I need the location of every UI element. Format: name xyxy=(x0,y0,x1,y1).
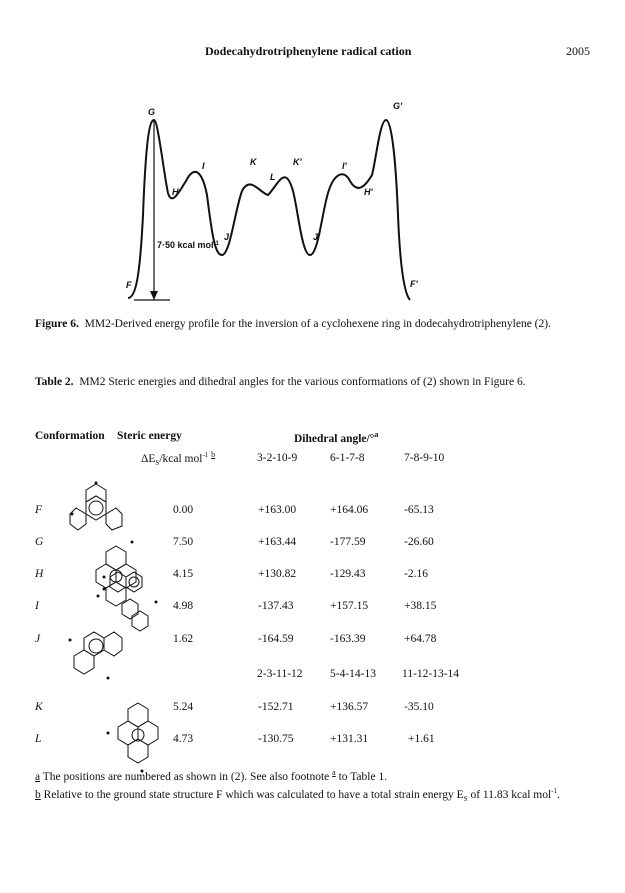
row-angle: +38.15 xyxy=(404,600,437,612)
row-angle: +163.00 xyxy=(258,504,297,516)
angle-header-1a: 3-2-10-9 xyxy=(257,452,298,464)
angle-header-2c: 11-12-13-14 xyxy=(402,668,460,680)
row-angle: -35.10 xyxy=(404,701,434,713)
label-F: F xyxy=(126,280,132,290)
row-energy: 1.62 xyxy=(173,633,194,645)
label-I-prime: I' xyxy=(342,161,347,171)
running-title: Dodecahydrotriphenylene radical cation xyxy=(205,44,412,58)
col-header-dihedral: Dihedral angle/°$^a$ xyxy=(294,430,379,445)
row-conf: F xyxy=(35,504,43,516)
table-caption-text: MM2 Steric energies and dihedral angles for the various conformations of (2) shown in Figure 6. xyxy=(79,376,526,388)
row-angle: -129.43 xyxy=(330,568,366,580)
col-header-conformation: Conformation xyxy=(35,430,105,442)
label-G: G xyxy=(148,107,156,117)
row-angle: +164.06 xyxy=(330,504,369,516)
footnote-a-text: The positions are numbered as shown in (2). See also footnote xyxy=(42,770,330,783)
angle-header-2a: 2-3-11-12 xyxy=(257,668,303,680)
angle-header-2b: 5-4-14-13 xyxy=(330,668,376,680)
row-energy: 4.73 xyxy=(173,733,194,745)
row-conf: K xyxy=(35,701,43,713)
row-energy: 7.50 xyxy=(173,536,194,548)
label-G-prime: G' xyxy=(393,101,403,111)
row-angle: -137.43 xyxy=(258,600,294,612)
row-angle: -65.13 xyxy=(404,504,434,516)
energy-label: 7·50 kcal mol$^{-1}$ xyxy=(157,240,219,250)
molecule-structure-J xyxy=(60,620,130,682)
label-J: J xyxy=(224,232,230,242)
footnote-b-text: Relative to the ground state structure F which was calculated to have a total strain energy E xyxy=(43,788,464,801)
row-conf: I xyxy=(35,600,39,612)
row-angle: -164.59 xyxy=(258,633,294,645)
footnote-b: b Relative to the ground state structure F which was calculated to have a total strain energy $E_S$ of 11.83 kcal mol$^{-1}$. xyxy=(35,787,560,804)
row-angle: -26.60 xyxy=(404,536,434,548)
row-conf: G xyxy=(35,536,44,548)
footnote-b-tail: of 11.83 kcal mol xyxy=(470,788,552,801)
row-conf: H xyxy=(35,568,44,580)
row-conf: J xyxy=(35,633,41,645)
energy-arrow-head xyxy=(150,291,158,300)
row-angle: +131.31 xyxy=(330,733,369,745)
molecule-structure-F xyxy=(66,478,126,536)
row-angle: +64.78 xyxy=(404,633,437,645)
label-J-prime: J' xyxy=(313,232,321,242)
figure-caption-text: MM2-Derived energy profile for the inversion of a cyclohexene ring in dodecahydrotriphenylene (2). xyxy=(84,318,551,330)
row-angle: -177.59 xyxy=(330,536,366,548)
row-angle: +1.61 xyxy=(408,733,435,745)
row-angle: -163.39 xyxy=(330,633,366,645)
label-K: K xyxy=(250,157,257,167)
row-energy: 0.00 xyxy=(173,504,194,516)
page-number: 2005 xyxy=(566,44,590,58)
footnote-a: a The positions are numbered as shown in (2). See also footnote $^a$ to Table 1. xyxy=(35,768,388,783)
row-energy: 4.15 xyxy=(173,568,194,580)
row-conf: L xyxy=(35,733,42,745)
row-energy: 4.98 xyxy=(173,600,194,612)
row-angle: -152.71 xyxy=(258,701,294,713)
energy-profile-curve xyxy=(128,120,410,300)
row-angle: +163.44 xyxy=(258,536,297,548)
row-angle: -2.16 xyxy=(404,568,428,580)
energy-profile-figure xyxy=(110,95,430,310)
label-H-prime: H' xyxy=(364,187,373,197)
col-header-steric: Steric energy xyxy=(117,430,182,442)
label-L: L xyxy=(270,172,276,182)
table-caption xyxy=(35,375,595,390)
molecule-structure-L xyxy=(98,695,168,775)
row-angle: +130.82 xyxy=(258,568,297,580)
footnote-a-mark: a xyxy=(35,770,41,783)
energy-unit: $\Delta E_S$/kcal mol$^{-1}$ $^b$ xyxy=(141,450,216,468)
angle-header-1c: 7-8-9-10 xyxy=(404,452,445,464)
label-H: H xyxy=(172,187,179,197)
row-angle: +136.57 xyxy=(330,701,369,713)
table-caption-label: Table 2. xyxy=(35,376,74,388)
row-angle: -130.75 xyxy=(258,733,294,745)
figure-caption xyxy=(35,317,595,332)
label-I: I xyxy=(202,161,205,171)
footnote-b-mark: b xyxy=(35,788,41,801)
figure-caption-label: Figure 6. xyxy=(35,318,79,330)
footnote-a-tail: to Table 1. xyxy=(338,770,388,783)
label-K-prime: K' xyxy=(293,157,302,167)
row-energy: 5.24 xyxy=(173,701,194,713)
row-angle: +157.15 xyxy=(330,600,369,612)
label-F-prime: F' xyxy=(410,279,418,289)
angle-header-1b: 6-1-7-8 xyxy=(330,452,365,464)
